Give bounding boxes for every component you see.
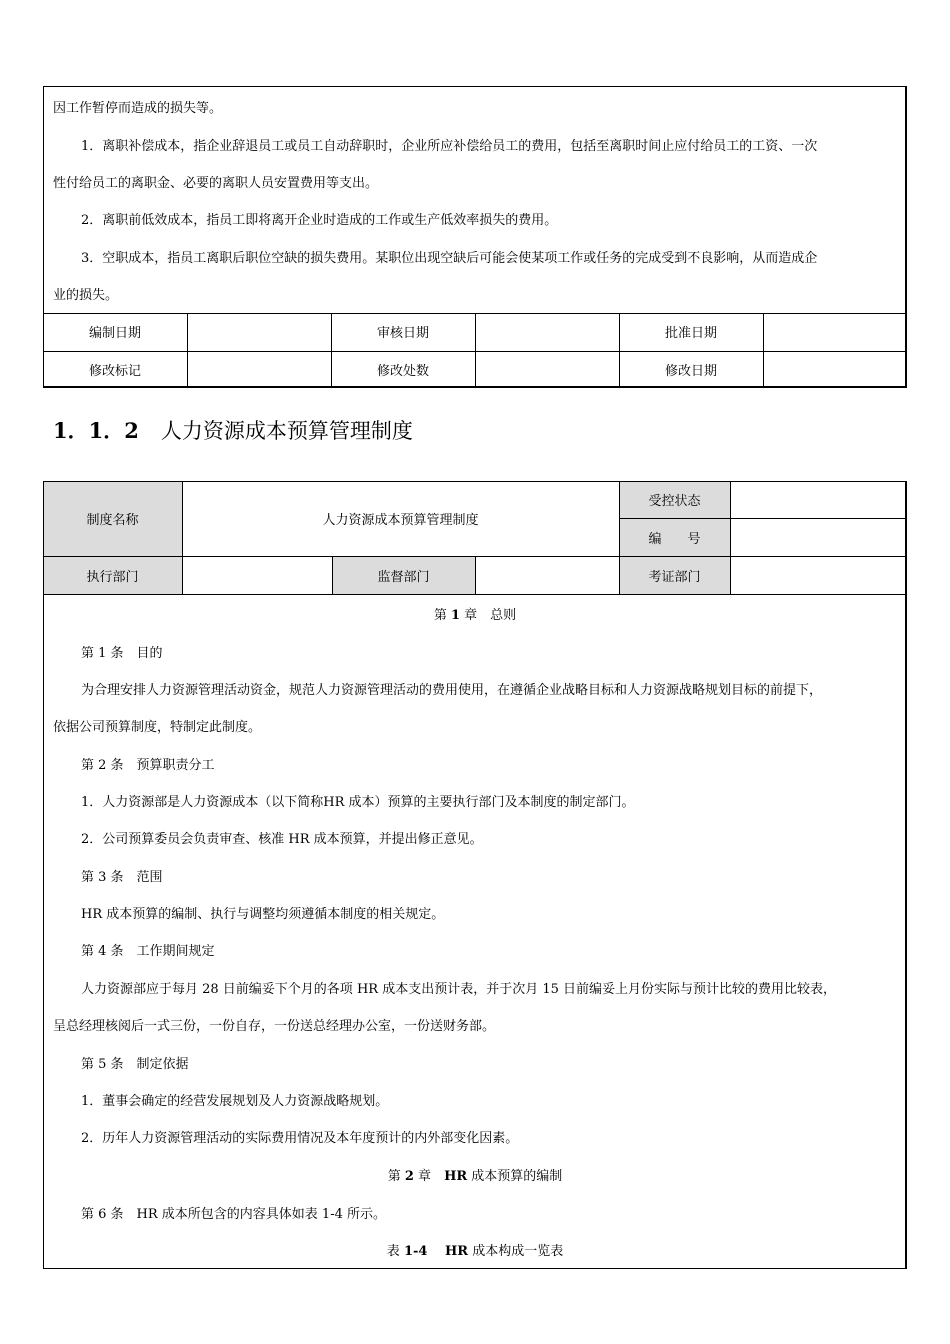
value-policy-name: 人力资源成本预算管理制度: [322, 513, 479, 528]
article-title: 第 1 条 目的: [81, 646, 163, 661]
body-text: 为合理安排人力资源管理活动资金，规范人力资源管理活动的费用使用，在遵循企业战略目标和人力资源战略规划目标的前提下，: [81, 683, 823, 698]
caption-title: 成本构成一览表: [468, 1244, 564, 1259]
body-text: 2．公司预算委员会负责审查、核准 HR 成本预算，并提出修正意见。: [81, 832, 483, 847]
body-text: 依据公司预算制度，特制定此制度。: [53, 720, 262, 735]
article-title: 第 5 条 制定依据: [81, 1057, 189, 1072]
body-text: 呈总经理核阅后一式三份，一份自存，一份送总经理办公室，一份送财务部。: [53, 1019, 496, 1034]
table-divider: [475, 313, 476, 388]
body-text: 1．离职补偿成本，指企业辞退员工或员工自动辞职时，企业所应补偿给员工的费用，包括至离职时间止应付给员工的工资、一次: [81, 139, 818, 154]
label-revision-mark: 修改标记: [88, 364, 141, 379]
body-text: 1．董事会确定的经营发展规划及人力资源战略规划。: [81, 1094, 389, 1109]
body-text: 第 6 条 HR 成本所包含的内容具体如表 1-4 所示。: [81, 1207, 386, 1222]
table-divider: [43, 594, 907, 595]
chapter-prefix: 第: [387, 1169, 401, 1184]
caption-prefix: 表: [386, 1244, 404, 1259]
label-number: 编 号: [648, 532, 701, 547]
body-text: 1．人力资源部是人力资源成本（以下简称HR 成本）预算的主要执行部门及本制度的制定部门。: [81, 795, 635, 810]
chapter-number: 1: [450, 608, 461, 623]
body-text: 人力资源部应于每月 28 日前编妥下个月的各项 HR 成本支出预计表，并于次月 15 日前编妥上月份实际与预计比较的费用比较表，: [81, 982, 837, 997]
label-supervise-dept: 监督部门: [377, 570, 430, 585]
article-title: 第 2 条 预算职责分工: [81, 758, 215, 773]
table-divider: [187, 313, 188, 388]
body-text: 2．历年人力资源管理活动的实际费用情况及本年度预计的内外部变化因素。: [81, 1131, 519, 1146]
body-text: 性付给员工的离职金、必要的离职人员安置费用等支出。: [53, 176, 379, 191]
chapter-2-heading: [43, 1169, 907, 1185]
table-divider: [182, 481, 183, 594]
table-caption: [43, 1244, 907, 1260]
label-revision-date: 修改日期: [664, 364, 717, 379]
chapter-title-bold: HR: [444, 1169, 468, 1184]
label-approve-date: 批准日期: [664, 326, 717, 341]
article-title: 第 4 条 工作期间规定: [81, 944, 215, 959]
label-review-date: 审核日期: [376, 326, 429, 341]
label-exec-dept: 执行部门: [86, 570, 139, 585]
table-divider: [475, 556, 476, 594]
body-text: HR 成本预算的编制、执行与调整均须遵循本制度的相关规定。: [81, 907, 445, 922]
chapter-title: 成本预算的编制: [467, 1169, 563, 1184]
body-text: 业的损失。: [53, 288, 119, 303]
body-text: 3．空职成本，指员工离职后职位空缺的损失费用。某职位出现空缺后可能会使某项工作或任务的完成受到不良影响，从而造成企: [81, 251, 818, 266]
chapter-title: 章 总则: [464, 608, 517, 623]
article-title: 第 3 条 范围: [81, 870, 163, 885]
chapter-mid: 章: [418, 1169, 445, 1184]
chapter-number: 2: [404, 1169, 414, 1184]
section-heading: [53, 418, 413, 444]
caption-bold: HR: [427, 1244, 469, 1259]
table-divider: [730, 481, 731, 594]
chapter-1-heading: [43, 608, 907, 624]
body-text: 2．离职前低效成本，指员工即将离开企业时造成的工作或生产低效率损失的费用。: [81, 213, 558, 228]
label-control-status: 受控状态: [648, 494, 701, 509]
body-text: 因工作暂停而造成的损失等。: [53, 101, 223, 116]
label-compile-date: 编制日期: [88, 326, 141, 341]
caption-number: 1-4: [403, 1244, 428, 1259]
label-policy-name: 制度名称: [86, 513, 139, 528]
section-number: 1．1．2: [53, 418, 139, 443]
chapter-prefix: 第: [433, 608, 447, 623]
table-divider: [763, 313, 764, 388]
section-title: 人力资源成本预算管理制度: [160, 419, 413, 443]
table-divider: [619, 518, 907, 519]
main-table: [43, 481, 907, 1269]
label-verify-dept: 考证部门: [648, 570, 701, 585]
label-revision-count: 修改处数: [376, 364, 429, 379]
